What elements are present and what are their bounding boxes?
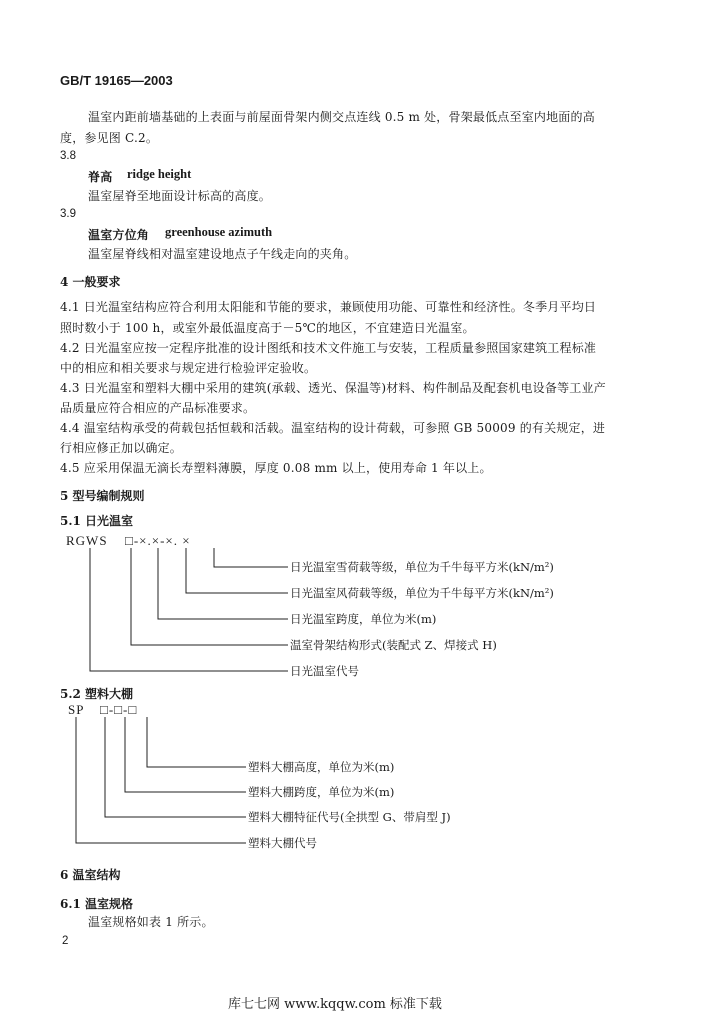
diagram-label: 温室骨架结构形式(装配式 Z、焊接式 H) [290, 638, 497, 652]
subsection-heading: 6.1 温室规格 [60, 897, 134, 911]
subsection-heading: 5.2 塑料大棚 [60, 687, 134, 701]
term-definition: 温室屋脊至地面设计标高的高度。 [88, 189, 272, 203]
model-code-pattern: □-×.×-×. × [125, 533, 191, 548]
diagram-label: 日光温室风荷载等级，单位为千牛每平方米(kN/m²) [290, 586, 554, 600]
paragraph-line: 度，参见图 C.2。 [60, 131, 159, 145]
paragraph-line: 4.5 应采用保温无滴长寿塑料薄膜，厚度 0.08 mm 以上，使用寿命 1 年以上。 [60, 461, 492, 475]
model-code-prefix: SP [68, 702, 85, 717]
paragraph-line: 4.3 日光温室和塑料大棚中采用的建筑(承载、透光、保温等)材料、构件制品及配套机电设备等工业产 [60, 381, 606, 395]
diagram-label: 塑料大棚代号 [248, 836, 317, 850]
clause-number: 3.9 [60, 208, 76, 220]
diagram-label: 塑料大棚跨度，单位为米(m) [248, 785, 395, 799]
section-heading: 6 温室结构 [60, 868, 121, 882]
diagram-label: 日光温室跨度，单位为米(m) [290, 612, 437, 626]
term-title: 温室方位角 [88, 228, 150, 242]
model-code-pattern: □-□-□ [100, 702, 138, 717]
term-title: 脊高 [88, 170, 113, 184]
term-definition: 温室屋脊线相对温室建设地点子午线走向的夹角。 [88, 247, 357, 261]
subsection-heading: 5.1 日光温室 [60, 514, 134, 528]
paragraph-line: 中的相应和相关要求与规定进行检验评定验收。 [60, 361, 317, 375]
paragraph-line: 温室规格如表 1 所示。 [88, 915, 214, 929]
term-english: ridge height [127, 167, 192, 181]
diagram-label: 日光温室代号 [290, 664, 359, 678]
paragraph-line: 4.1 日光温室结构应符合利用太阳能和节能的要求，兼顾使用功能、可靠性和经济性。冬季月平均日 [60, 300, 597, 314]
paragraph-line: 照时数小于 100 h，或室外最低温度高于－5℃的地区，不宜建造日光温室。 [60, 321, 475, 335]
paragraph-line: 温室内距前墙基础的上表面与前屋面骨架内侧交点连线 0.5 m 处，骨架最低点至室内地面的高 [88, 110, 595, 124]
paragraph-line: 品质量应符合相应的产品标准要求。 [60, 401, 256, 415]
paragraph-line: 4.2 日光温室应按一定程序批准的设计图纸和技术文件施工与安装，工程质量参照国家建筑工程标准 [60, 341, 597, 355]
section-heading: 4 一般要求 [60, 275, 121, 289]
footer-watermark: 库七七网 www.kqqw.com 标准下载 [228, 997, 442, 1012]
diagram-label: 塑料大棚特征代号(全拱型 G、带肩型 J) [248, 810, 451, 824]
paragraph-line: 行相应修正加以确定。 [60, 441, 183, 455]
page-number: 2 [62, 935, 69, 947]
section-heading: 5 型号编制规则 [60, 489, 145, 503]
standard-code-header: GB/T 19165—2003 [60, 73, 173, 88]
diagram-label: 塑料大棚高度，单位为米(m) [248, 760, 395, 774]
term-english: greenhouse azimuth [165, 225, 273, 239]
diagram-label: 日光温室雪荷载等级，单位为千牛每平方米(kN/m²) [290, 560, 554, 574]
paragraph-line: 4.4 温室结构承受的荷载包括恒载和活载。温室结构的设计荷载，可参照 GB 50009 的有关规定，进 [60, 421, 606, 435]
clause-number: 3.8 [60, 150, 76, 162]
model-code-prefix: RGWS [66, 533, 108, 548]
